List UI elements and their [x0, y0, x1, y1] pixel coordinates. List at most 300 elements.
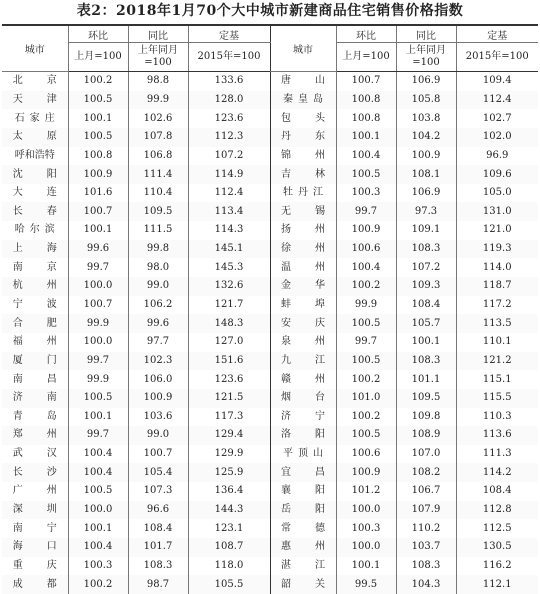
city-name: 九江	[281, 354, 325, 366]
city-name: 杭州	[12, 280, 57, 292]
city-name: 重庆	[12, 559, 57, 571]
table-row	[2, 314, 538, 333]
tongbi-cell: 108.9	[396, 426, 456, 445]
city-name: 唐山	[281, 75, 325, 87]
header-huanbi-sub-right: 上月=100	[336, 43, 396, 72]
tongbi-cell: 106.0	[128, 370, 188, 389]
tongbi-cell: 100.7	[128, 445, 188, 464]
tongbi-cell: 109.1	[396, 221, 456, 240]
dingji-cell: 114.2	[456, 463, 538, 482]
huanbi-cell: 100.5	[68, 91, 128, 110]
table-row	[2, 426, 538, 445]
huanbi-cell: 100.1	[68, 408, 128, 427]
dingji-cell: 125.9	[188, 463, 270, 482]
huanbi-cell: 100.9	[336, 221, 396, 240]
city-name: 温州	[281, 261, 325, 273]
table-row	[2, 445, 538, 464]
tongbi-cell: 106.2	[128, 296, 188, 315]
tongbi-cell: 105.8	[396, 91, 456, 110]
tongbi-cell: 97.7	[128, 333, 188, 352]
city-name: 太原	[12, 131, 57, 143]
tongbi-cell: 108.2	[396, 463, 456, 482]
city-name: 徐州	[281, 243, 325, 255]
city-name: 北京	[12, 75, 57, 87]
table-row	[2, 109, 538, 128]
tongbi-cell: 97.3	[396, 202, 456, 221]
city-cell	[2, 72, 68, 91]
tongbi-cell: 111.4	[128, 165, 188, 184]
header-dingji-right: 定基	[456, 25, 538, 43]
huanbi-cell: 101.6	[68, 184, 128, 203]
huanbi-cell: 100.4	[336, 147, 396, 166]
city-cell	[270, 538, 336, 557]
dingji-cell: 102.0	[456, 128, 538, 147]
table-row	[2, 202, 538, 221]
huanbi-cell: 100.1	[336, 557, 396, 576]
header-huanbi-sub-left: 上月=100	[68, 43, 128, 72]
table-row	[2, 557, 538, 576]
huanbi-cell: 100.9	[68, 165, 128, 184]
city-cell	[2, 314, 68, 333]
dingji-cell: 113.6	[456, 426, 538, 445]
tongbi-cell: 100.9	[396, 147, 456, 166]
city-cell	[270, 519, 336, 538]
dingji-cell: 105.0	[456, 184, 538, 203]
city-cell	[2, 296, 68, 315]
huanbi-cell: 100.4	[68, 445, 128, 464]
table-row	[2, 258, 538, 277]
city-cell	[270, 72, 336, 91]
city-name: 丹东	[281, 131, 325, 143]
huanbi-cell: 100.0	[336, 501, 396, 520]
huanbi-cell: 99.9	[68, 370, 128, 389]
huanbi-cell: 100.0	[68, 501, 128, 520]
table-row	[2, 389, 538, 408]
dingji-cell: 118.7	[456, 277, 538, 296]
price-index-table	[2, 24, 538, 594]
huanbi-cell: 99.5	[336, 575, 396, 594]
city-cell	[270, 557, 336, 576]
dingji-cell: 109.4	[456, 72, 538, 91]
city-name: 安庆	[281, 317, 325, 329]
tongbi-cell: 109.8	[396, 408, 456, 427]
city-cell	[2, 333, 68, 352]
city-name: 无锡	[281, 205, 325, 217]
table-header	[2, 25, 538, 72]
city-name: 福州	[12, 336, 57, 348]
tongbi-cell: 101.7	[128, 538, 188, 557]
city-name: 长春	[12, 205, 57, 217]
city-cell	[270, 128, 336, 147]
city-name: 南京	[12, 261, 57, 273]
huanbi-cell: 100.2	[336, 408, 396, 427]
city-name: 上海	[12, 243, 57, 255]
dingji-cell: 111.3	[456, 445, 538, 464]
huanbi-cell: 100.1	[68, 519, 128, 538]
huanbi-cell: 99.7	[336, 202, 396, 221]
tongbi-cell: 99.9	[128, 91, 188, 110]
city-cell	[270, 202, 336, 221]
city-cell	[270, 426, 336, 445]
tongbi-cell: 106.8	[128, 147, 188, 166]
huanbi-cell: 100.1	[68, 109, 128, 128]
dingji-cell: 108.7	[188, 538, 270, 557]
tongbi-cell: 99.6	[128, 314, 188, 333]
header-dingji-sub-left: 2015年=100	[188, 43, 270, 72]
city-name: 合肥	[12, 317, 57, 329]
city-cell	[2, 240, 68, 259]
tongbi-cell: 110.4	[128, 184, 188, 203]
huanbi-cell: 100.4	[68, 538, 128, 557]
city-name: 牡丹江	[283, 187, 323, 199]
table-row	[2, 370, 538, 389]
city-cell	[270, 240, 336, 259]
table-row	[2, 408, 538, 427]
city-name: 郑州	[12, 429, 57, 441]
dingji-cell: 121.5	[188, 389, 270, 408]
dingji-cell: 114.0	[456, 258, 538, 277]
huanbi-cell: 100.0	[68, 277, 128, 296]
table-row	[2, 575, 538, 594]
header-dingji-sub-right: 2015年=100	[456, 43, 538, 72]
city-name: 武汉	[12, 448, 57, 460]
huanbi-cell: 100.5	[336, 352, 396, 371]
huanbi-cell: 100.8	[336, 91, 396, 110]
tongbi-cell: 108.1	[396, 165, 456, 184]
city-name: 洛阳	[281, 429, 325, 441]
city-name: 蚌埠	[281, 299, 325, 310]
dingji-cell: 115.5	[456, 389, 538, 408]
city-cell	[2, 277, 68, 296]
city-cell	[2, 538, 68, 557]
city-name: 宁波	[12, 299, 57, 310]
city-cell	[270, 91, 336, 110]
table-row	[2, 463, 538, 482]
city-cell	[270, 445, 336, 464]
city-name: 石家庄	[14, 112, 55, 124]
city-cell	[2, 147, 68, 166]
city-name: 岳阳	[281, 504, 325, 516]
huanbi-cell: 99.7	[68, 352, 128, 371]
dingji-cell: 113.4	[188, 202, 270, 221]
huanbi-cell: 99.9	[68, 314, 128, 333]
city-cell	[2, 408, 68, 427]
city-cell	[270, 314, 336, 333]
dingji-cell: 145.1	[188, 240, 270, 259]
huanbi-cell: 100.7	[336, 72, 396, 91]
dingji-cell: 114.9	[188, 165, 270, 184]
dingji-cell: 114.3	[188, 221, 270, 240]
dingji-cell: 112.8	[456, 501, 538, 520]
dingji-cell: 148.3	[188, 314, 270, 333]
city-name: 常德	[281, 522, 325, 534]
huanbi-cell: 100.8	[68, 147, 128, 166]
city-cell	[2, 445, 68, 464]
city-name: 泉州	[281, 336, 325, 348]
dingji-cell: 110.1	[456, 333, 538, 352]
huanbi-cell: 100.3	[336, 184, 396, 203]
dingji-cell: 131.0	[456, 202, 538, 221]
city-name: 成都	[12, 578, 57, 590]
dingji-cell: 133.6	[188, 72, 270, 91]
dingji-cell: 123.1	[188, 519, 270, 538]
city-cell	[270, 575, 336, 594]
dingji-cell: 108.4	[456, 482, 538, 501]
tongbi-cell: 107.0	[396, 445, 456, 464]
dingji-cell: 117.3	[188, 408, 270, 427]
huanbi-cell: 100.7	[68, 296, 128, 315]
huanbi-cell: 100.4	[68, 463, 128, 482]
dingji-cell: 115.1	[456, 370, 538, 389]
dingji-cell: 129.9	[188, 445, 270, 464]
city-cell	[2, 258, 68, 277]
dingji-cell: 112.3	[188, 128, 270, 147]
city-cell	[2, 482, 68, 501]
huanbi-cell: 100.2	[68, 575, 128, 594]
dingji-cell: 109.6	[456, 165, 538, 184]
header-dingji-left: 定基	[188, 25, 270, 43]
tongbi-cell: 111.5	[128, 221, 188, 240]
table-row	[2, 296, 538, 315]
dingji-cell: 121.7	[188, 296, 270, 315]
city-name: 烟台	[281, 392, 325, 404]
city-cell	[2, 370, 68, 389]
dingji-cell: 113.5	[456, 314, 538, 333]
huanbi-cell: 100.5	[68, 128, 128, 147]
tongbi-cell: 106.9	[396, 184, 456, 203]
huanbi-cell: 100.5	[336, 314, 396, 333]
huanbi-cell: 99.9	[336, 296, 396, 315]
city-name: 海口	[12, 541, 57, 553]
tongbi-cell: 102.6	[128, 109, 188, 128]
city-cell	[270, 408, 336, 427]
table-row	[2, 501, 538, 520]
city-cell	[2, 221, 68, 240]
huanbi-cell: 100.3	[68, 557, 128, 576]
huanbi-cell: 100.2	[68, 72, 128, 91]
tongbi-cell: 99.0	[128, 426, 188, 445]
huanbi-cell: 99.7	[68, 258, 128, 277]
dingji-cell: 128.0	[188, 91, 270, 110]
table-row	[2, 165, 538, 184]
dingji-cell: 151.6	[188, 352, 270, 371]
huanbi-cell: 100.5	[336, 165, 396, 184]
city-name: 哈尔滨	[14, 224, 55, 236]
city-name: 湛江	[281, 559, 325, 571]
dingji-cell: 112.4	[456, 91, 538, 110]
city-name: 襄阳	[281, 485, 325, 497]
table-row	[2, 482, 538, 501]
city-name: 平顶山	[283, 448, 323, 460]
city-cell	[2, 389, 68, 408]
tongbi-cell: 107.9	[396, 501, 456, 520]
huanbi-cell: 100.9	[336, 463, 396, 482]
table-row	[2, 240, 538, 259]
tongbi-cell: 98.0	[128, 258, 188, 277]
huanbi-cell: 99.7	[68, 426, 128, 445]
huanbi-cell: 100.5	[336, 426, 396, 445]
tongbi-cell: 108.4	[396, 296, 456, 315]
city-cell	[270, 258, 336, 277]
city-name: 韶关	[281, 578, 325, 590]
header-city-left: 城市	[2, 25, 68, 72]
tongbi-cell: 108.3	[128, 557, 188, 576]
dingji-cell: 129.4	[188, 426, 270, 445]
city-name: 宜昌	[281, 466, 325, 478]
huanbi-cell: 101.0	[336, 389, 396, 408]
city-name: 沈阳	[12, 168, 57, 180]
header-city-right: 城市	[270, 25, 336, 72]
city-cell	[270, 482, 336, 501]
city-name: 深圳	[12, 504, 57, 516]
city-name: 南昌	[12, 373, 57, 385]
table-title: 表2：2018年1月70个大中城市新建商品住宅销售价格指数	[76, 3, 464, 19]
tongbi-cell: 104.3	[396, 575, 456, 594]
table-row	[2, 184, 538, 203]
dingji-cell: 107.2	[188, 147, 270, 166]
city-name: 长沙	[12, 466, 57, 478]
header-tongbi-left: 同比	[128, 25, 188, 43]
tongbi-cell: 101.1	[396, 370, 456, 389]
huanbi-cell: 100.4	[336, 258, 396, 277]
city-name: 厦门	[12, 354, 57, 366]
dingji-cell: 121.2	[456, 352, 538, 371]
huanbi-cell: 101.2	[336, 482, 396, 501]
table-row	[2, 333, 538, 352]
tongbi-cell: 109.3	[396, 277, 456, 296]
tongbi-cell: 106.7	[396, 482, 456, 501]
dingji-cell: 112.5	[456, 519, 538, 538]
table-row	[2, 519, 538, 538]
tongbi-cell: 107.3	[128, 482, 188, 501]
city-name: 吉林	[281, 168, 325, 180]
city-name: 济南	[12, 392, 57, 404]
city-cell	[2, 202, 68, 221]
city-cell	[270, 184, 336, 203]
table-row	[2, 72, 538, 91]
city-cell	[270, 333, 336, 352]
tongbi-cell: 102.3	[128, 352, 188, 371]
dingji-cell: 96.9	[456, 147, 538, 166]
tongbi-cell: 109.5	[396, 389, 456, 408]
city-name: 青岛	[12, 410, 57, 422]
city-name: 秦皇岛	[283, 93, 323, 105]
tongbi-cell: 108.3	[396, 557, 456, 576]
table-row	[2, 538, 538, 557]
huanbi-cell: 100.2	[336, 370, 396, 389]
city-name: 大连	[12, 187, 57, 199]
dingji-cell: 145.3	[188, 258, 270, 277]
city-cell	[270, 165, 336, 184]
dingji-cell: 136.4	[188, 482, 270, 501]
huanbi-cell: 99.7	[336, 333, 396, 352]
city-cell	[2, 184, 68, 203]
dingji-cell: 144.3	[188, 501, 270, 520]
city-name: 扬州	[281, 224, 325, 236]
tongbi-cell: 106.9	[396, 72, 456, 91]
dingji-cell: 127.0	[188, 333, 270, 352]
table-row	[2, 221, 538, 240]
city-name: 天津	[12, 93, 57, 105]
tongbi-cell: 105.7	[396, 314, 456, 333]
city-cell	[270, 463, 336, 482]
dingji-cell: 110.3	[456, 408, 538, 427]
tongbi-cell: 108.3	[396, 352, 456, 371]
dingji-cell: 112.4	[188, 184, 270, 203]
huanbi-cell: 100.6	[336, 240, 396, 259]
huanbi-cell: 100.8	[336, 109, 396, 128]
city-cell	[2, 128, 68, 147]
tongbi-cell: 96.6	[128, 501, 188, 520]
header-huanbi-right: 环比	[336, 25, 396, 43]
header-tongbi-sub-right: 上年同月=100	[396, 43, 456, 72]
dingji-cell: 105.5	[188, 575, 270, 594]
table-row	[2, 128, 538, 147]
city-cell	[270, 221, 336, 240]
city-cell	[2, 426, 68, 445]
header-tongbi-sub-left: 上年同月=100	[128, 43, 188, 72]
city-name: 金华	[281, 280, 325, 292]
city-name: 呼和浩特	[14, 149, 55, 161]
huanbi-cell: 100.5	[68, 482, 128, 501]
header-huanbi-left: 环比	[68, 25, 128, 43]
tongbi-cell: 103.8	[396, 109, 456, 128]
city-name: 济宁	[281, 410, 325, 422]
huanbi-cell: 100.1	[336, 128, 396, 147]
tongbi-cell: 107.8	[128, 128, 188, 147]
tongbi-cell: 103.7	[396, 538, 456, 557]
city-cell	[2, 109, 68, 128]
city-cell	[2, 165, 68, 184]
tongbi-cell: 98.8	[128, 72, 188, 91]
tongbi-cell: 104.2	[396, 128, 456, 147]
table-body	[2, 72, 538, 594]
huanbi-cell: 100.7	[68, 202, 128, 221]
dingji-cell: 112.1	[456, 575, 538, 594]
table-row	[2, 352, 538, 371]
huanbi-cell: 99.6	[68, 240, 128, 259]
tongbi-cell: 98.7	[128, 575, 188, 594]
header-tongbi-right: 同比	[396, 25, 456, 43]
city-cell	[270, 109, 336, 128]
tongbi-cell: 108.3	[396, 240, 456, 259]
huanbi-cell: 100.2	[336, 277, 396, 296]
city-cell	[270, 501, 336, 520]
huanbi-cell: 100.0	[336, 538, 396, 557]
tongbi-cell: 100.1	[396, 333, 456, 352]
huanbi-cell: 100.6	[336, 445, 396, 464]
city-name: 南宁	[12, 522, 57, 534]
dingji-cell: 123.6	[188, 109, 270, 128]
city-cell	[2, 557, 68, 576]
tongbi-cell: 108.4	[128, 519, 188, 538]
city-cell	[2, 501, 68, 520]
dingji-cell: 121.0	[456, 221, 538, 240]
city-name: 锦州	[281, 149, 325, 161]
tongbi-cell: 103.6	[128, 408, 188, 427]
huanbi-cell: 100.0	[68, 333, 128, 352]
city-cell	[2, 519, 68, 538]
huanbi-cell: 100.5	[68, 389, 128, 408]
city-cell	[270, 147, 336, 166]
city-cell	[270, 296, 336, 315]
city-name: 广州	[12, 485, 57, 497]
city-cell	[270, 352, 336, 371]
dingji-cell: 117.2	[456, 296, 538, 315]
city-name: 赣州	[281, 373, 325, 385]
table-row	[2, 147, 538, 166]
city-cell	[2, 91, 68, 110]
